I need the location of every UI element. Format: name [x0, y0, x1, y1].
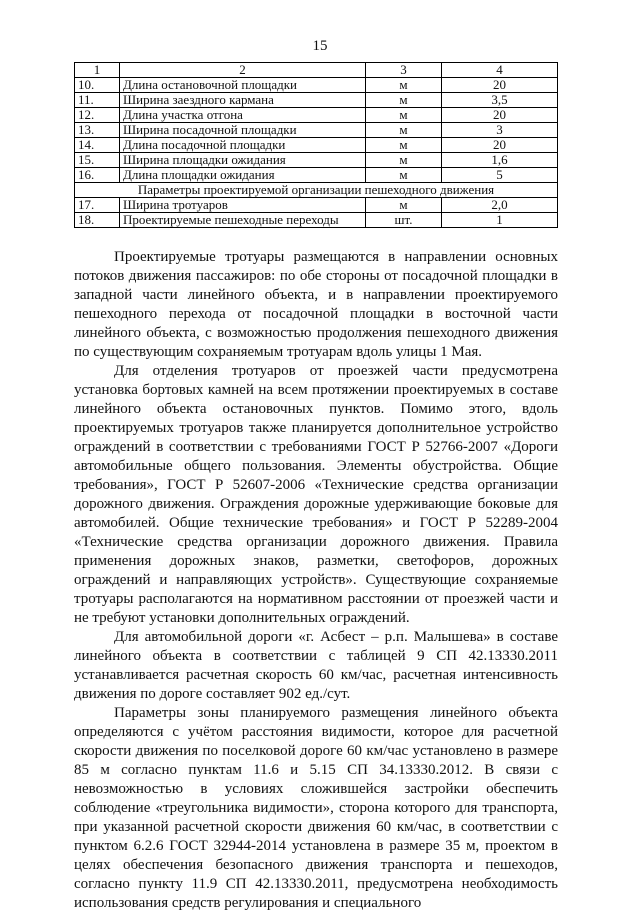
body-text: [74, 248, 558, 913]
row-index: 17.: [75, 198, 120, 213]
paragraph-visibility: Параметры зоны планируемого размещения линейного объекта определяются с учётом расстояния видимости, которое для расчетной скорости движения по поселковой дороге 60 км/час установлено в размере 85 м согласно пунктам 11.6 и 5.15 СП 34.13330.2012. В связи с невозможностью в условиях сложившейся застройки обеспечить соблюдение «треугольника видимости», сторона которого для транспорта, при указанной расчетной скорости движения 60 км/час, в соответствии с пунктом 6.2.6 ГОСТ 32944-2014 установлена в размере 35 м, проектом в целях обеспечения безопасного движения транспорта и пешеходов, согласно пункту 11.9 СП 42.13330.2011, предусмотрена необходимость использования средств регулирования и специального: [74, 705, 558, 911]
row-parameter: Длина посадочной площадки: [120, 138, 366, 153]
row-value: 20: [442, 78, 558, 93]
table-row: [75, 93, 558, 108]
row-value: 2,0: [442, 198, 558, 213]
table-section-row: [75, 183, 558, 198]
row-parameter: Ширина тротуаров: [120, 198, 366, 213]
row-index: 13.: [75, 123, 120, 138]
row-unit: м: [366, 153, 442, 168]
row-unit: м: [366, 108, 442, 123]
row-index: 14.: [75, 138, 120, 153]
table-row: [75, 108, 558, 123]
row-index: 15.: [75, 153, 120, 168]
row-parameter: Длина остановочной площадки: [120, 78, 366, 93]
row-unit: м: [366, 93, 442, 108]
column-number-2: 2: [120, 63, 366, 78]
row-index: 12.: [75, 108, 120, 123]
parameters-table: [74, 62, 558, 228]
table-row: [75, 138, 558, 153]
table-row: [75, 123, 558, 138]
row-parameter: Длина площадки ожидания: [120, 168, 366, 183]
row-index: 10.: [75, 78, 120, 93]
column-number-1: 1: [75, 63, 120, 78]
row-value: 3,5: [442, 93, 558, 108]
column-number-4: 4: [442, 63, 558, 78]
row-value: 20: [442, 108, 558, 123]
row-parameter: Ширина площадки ожидания: [120, 153, 366, 168]
row-parameter: Ширина заездного кармана: [120, 93, 366, 108]
row-unit: м: [366, 123, 442, 138]
row-unit: м: [366, 78, 442, 93]
table-row: [75, 213, 558, 228]
table-header-row: [75, 63, 558, 78]
row-index: 16.: [75, 168, 120, 183]
row-parameter: Ширина посадочной площадки: [120, 123, 366, 138]
page-number: 15: [312, 38, 328, 54]
row-value: 20: [442, 138, 558, 153]
row-value: 1,6: [442, 153, 558, 168]
table-row: [75, 168, 558, 183]
row-unit: м: [366, 198, 442, 213]
paragraph-curbs-and-barriers: Для отделения тротуаров от проезжей части предусмотрена установка бортовых камней на всем протяжении проектируемых в составе линейного объекта остановочных пунктов. Помимо этого, вдоль проектируемых тротуаров также планируется дополнительное устройство ограждений в соответствии с требованиями ГОСТ Р 52766-2007 «Дороги автомобильные общего пользования. Элементы обустройства. Общие требования», ГОСТ Р 52607-2006 «Технические средства организации дорожного движения. Ограждения дорожные удерживающие боковые для автомобилей. Общие технические требования» и ГОСТ Р 52289-2004 «Технические средства организации дорожного движения. Правила применения дорожных знаков, разметки, светофоров, дорожных ограждений и направляющих устройств». Существующие сохраняемые тротуары располагаются на нормативном расстоянии от проезжей части и не требуют установки дополнительных ограждений.: [74, 363, 558, 626]
row-parameter: Проектируемые пешеходные переходы: [120, 213, 366, 228]
row-value: 5: [442, 168, 558, 183]
row-parameter: Длина участка отгона: [120, 108, 366, 123]
table-row: [75, 78, 558, 93]
row-value: 3: [442, 123, 558, 138]
paragraph-design-speed: Для автомобильной дороги «г. Асбест – р.п. Малышева» в составе линейного объекта в соответствии с таблицей 9 СП 42.13330.2011 устанавливается расчетная скорость 60 км/час, расчетная интенсивность движения по дороге составляет 902 ед./сут.: [74, 629, 558, 702]
row-index: 11.: [75, 93, 120, 108]
table-row: [75, 198, 558, 213]
table-section-title: Параметры проектируемой организации пешеходного движения: [75, 183, 558, 198]
row-unit: м: [366, 138, 442, 153]
table-row: [75, 153, 558, 168]
row-value: 1: [442, 213, 558, 228]
row-unit: м: [366, 168, 442, 183]
paragraph-sidewalks: Проектируемые тротуары размещаются в направлении основных потоков движения пассажиров: по обе стороны от посадочной площадки в западной части линейного объекта, и в направлении проектируемого пешеходного перехода от посадочной площадки в восточной части линейного объекта, с возможностью продолжения пешеходного движения по существующим сохраняемым тротуарам вдоль улицы 1 Мая.: [74, 249, 558, 360]
column-number-3: 3: [366, 63, 442, 78]
row-index: 18.: [75, 213, 120, 228]
row-unit: шт.: [366, 213, 442, 228]
